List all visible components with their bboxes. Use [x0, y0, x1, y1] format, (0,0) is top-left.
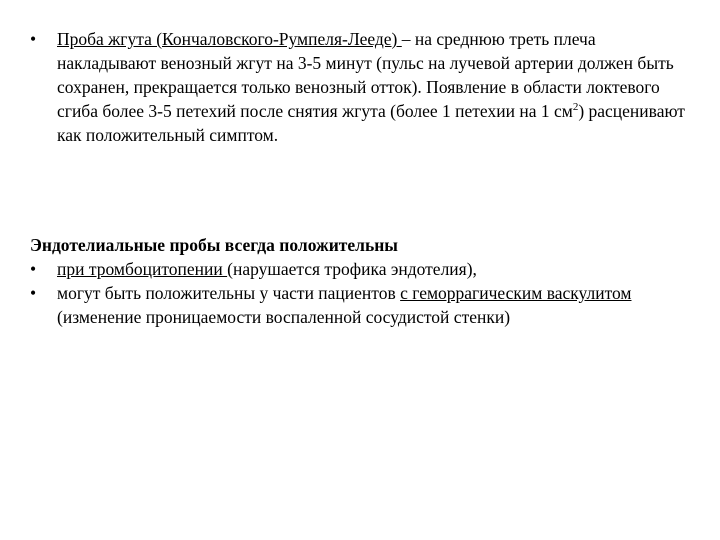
endothelial-tests-section — [30, 233, 690, 329]
bullet-icon: • — [30, 29, 37, 49]
hemorrhagic-vasculitis-link[interactable]: с геморрагическим васкулитом — [400, 283, 632, 303]
list-item — [30, 257, 690, 281]
list-item — [30, 27, 690, 147]
thrombocytopenia-link[interactable]: при тромбоцитопении — [57, 259, 228, 279]
tourniquet-test-description-end: ) расценивают как положительный симптом. — [57, 101, 685, 145]
bullet-icon: • — [30, 259, 37, 279]
thrombocytopenia-description: (нарушается трофика эндотелия), — [227, 259, 477, 279]
tourniquet-test-description: – на среднюю треть плеча накладывают венозный жгут на 3-5 минут (пульс на лучевой артерии должен быть сохранен, прекращается только венозный отток). Появление в области локтевого сгиба более 3-5 петехий после снятия жгута (более 1 петехии на 1 см — [57, 29, 674, 121]
section-heading: Эндотелиальные пробы всегда положительны — [30, 235, 398, 255]
list-item — [30, 281, 690, 329]
tourniquet-test-section — [30, 27, 690, 147]
tourniquet-test-link[interactable]: Проба жгута (Кончаловского-Румпеля-Лееде) — [57, 29, 402, 49]
superscript: 2 — [572, 101, 579, 114]
vasculitis-intro: могут быть положительны у части пациентов — [57, 283, 401, 303]
bullet-icon: • — [30, 283, 37, 303]
vasculitis-description: (изменение проницаемости воспаленной сосудистой стенки) — [57, 307, 511, 327]
